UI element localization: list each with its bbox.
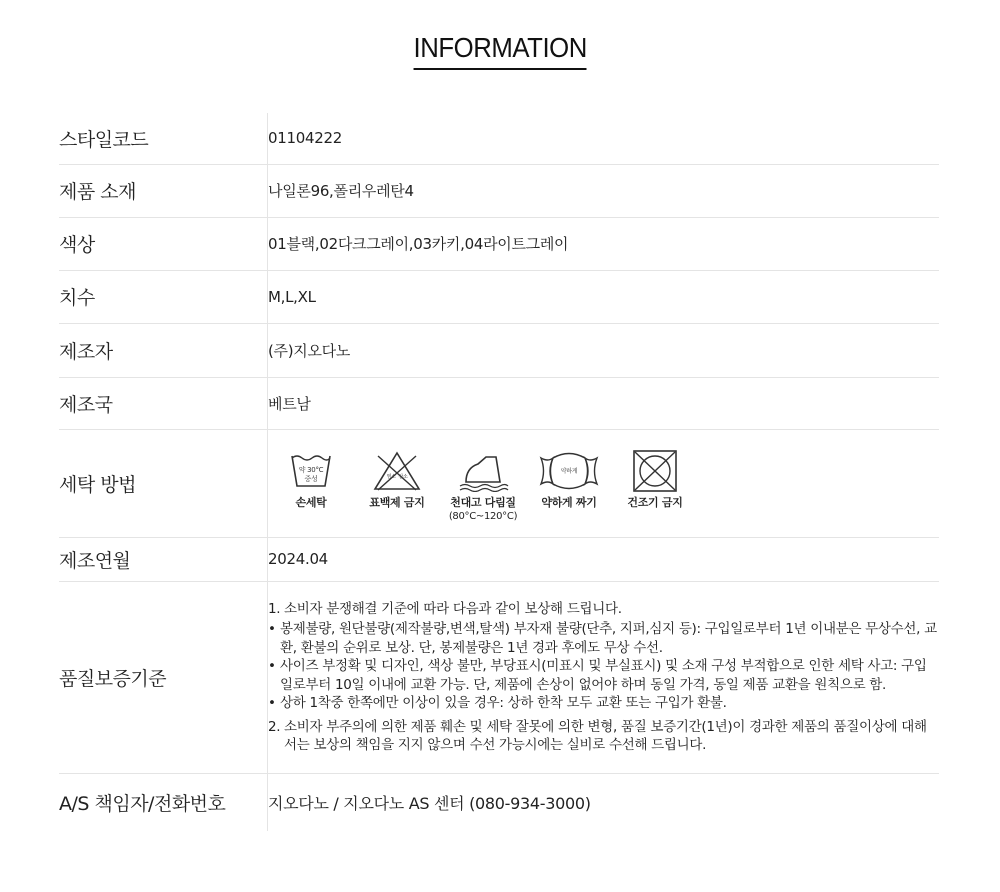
no-tumble-dry-label: 건조기 금지	[627, 495, 683, 509]
gentle-wring-label: 약하게 짜기	[541, 495, 597, 509]
row-maker	[59, 323, 939, 377]
bullet-mark: •	[268, 621, 276, 637]
as-label: A/S 책임자/전화번호	[59, 773, 268, 831]
quality-label: 품질보증기준	[59, 581, 268, 773]
as-value: 지오다노 / 지오다노 AS 센터 (080-934-3000)	[268, 793, 591, 813]
iron-label: 천대고 다림질	[450, 495, 516, 509]
quality-bullet-3-text: 상하 1착중 한쪽에만 이상이 있을 경우: 상하 한착 모두 교환 또는 구입가 환불.	[280, 695, 727, 711]
date-value: 2024.04	[268, 537, 940, 581]
quality-item-1	[268, 600, 939, 619]
row-date	[59, 537, 939, 581]
maker-value: (주)지오다노	[268, 323, 940, 377]
hand-wash-text-2: 중성	[304, 474, 318, 483]
quality-bullet-2-text: 사이즈 부정확 및 디자인, 색상 불만, 부당표시(미표시 및 부실표시) 및 소재 구성 부적합으로 인한 세탁 사고: 구입일로부터 10일 이내에 교환 가능. 단, 제품에 손상이 없어야 하며 동일 가격, 동일 제품 교환을 원칙으로 함.	[280, 658, 927, 693]
country-label: 제조국	[59, 377, 268, 429]
quality-bullet-1-text: 봉제불량, 원단불량(제작불량,변색,탈색) 부자재 불량(단추, 지퍼,심지 등): 구입일로부터 1년 이내분은 무상수선, 교환, 환불의 순위로 보상. 단, 봉제불량은 1년 경과 후에도 무상 수선.	[280, 621, 937, 656]
no-bleach-label: 표백제 금지	[369, 495, 425, 509]
care-no-bleach	[354, 450, 440, 510]
care-iron	[440, 450, 526, 523]
country-value: 베트남	[268, 377, 940, 429]
bullet-mark: •	[268, 695, 276, 711]
gentle-wring-text: 약하게	[560, 467, 578, 475]
hand-wash-text-1: 약 30°C	[298, 465, 324, 474]
gentle-wring-icon	[539, 450, 599, 492]
style-code-label: 스타일코드	[59, 113, 268, 164]
info-table	[59, 113, 939, 831]
quality-item-2-text: 소비자 부주의에 의한 제품 훼손 및 세탁 잘못에 의한 변형, 품질 보증기간(1년)이 경과한 제품의 품질이상에 대해서는 보상의 책임을 지지 않으며 수선 가능시에는 실비로 수선해 드립니다.	[284, 718, 927, 753]
quality-bullet-1	[268, 620, 939, 657]
title-wrap	[0, 30, 1000, 70]
care-no-tumble-dry	[612, 450, 698, 510]
style-code-value: 01104222	[268, 113, 940, 164]
page-title: INFORMATION	[413, 30, 586, 70]
material-value: 나일론96,폴리우레탄4	[268, 164, 940, 217]
maker-label: 제조자	[59, 323, 268, 377]
row-wash	[59, 429, 939, 537]
hand-wash-icon	[289, 450, 333, 492]
color-value: 01블랙,02다크그레이,03카키,04라이트그레이	[268, 217, 940, 270]
size-label: 치수	[59, 270, 268, 323]
color-label: 색상	[59, 217, 268, 270]
no-tumble-dry-icon	[632, 450, 678, 492]
material-label: 제품 소재	[59, 164, 268, 217]
row-quality	[59, 581, 939, 773]
quality-text	[268, 600, 939, 755]
care-icons	[268, 444, 939, 523]
care-gentle-wring	[526, 450, 612, 510]
wash-value	[268, 429, 940, 537]
no-bleach-text-2: 산소	[398, 473, 408, 480]
no-bleach-icon	[372, 450, 422, 492]
row-country	[59, 377, 939, 429]
iron-temp: (80°C~120°C)	[448, 510, 518, 522]
no-bleach-text-1: 염소	[386, 473, 396, 480]
quality-bullet-2	[268, 657, 939, 694]
bullet-mark: •	[268, 658, 276, 674]
quality-item-1-text: 소비자 분쟁해결 기준에 따라 다음과 같이 보상해 드립니다.	[284, 600, 622, 617]
row-as	[59, 773, 939, 831]
care-hand-wash	[268, 450, 354, 510]
hand-wash-label: 손세탁	[295, 495, 327, 509]
row-material	[59, 164, 939, 217]
row-size	[59, 270, 939, 323]
row-color	[59, 217, 939, 270]
quality-item-2	[268, 718, 939, 755]
quality-value	[268, 581, 940, 773]
quality-bullet-3	[268, 694, 939, 713]
row-style-code	[59, 113, 939, 164]
wash-label: 세탁 방법	[59, 429, 268, 537]
quality-item-1-num: 1.	[268, 600, 281, 617]
date-label: 제조연월	[59, 537, 268, 581]
quality-item-2-num: 2.	[268, 718, 281, 735]
iron-icon	[456, 450, 510, 492]
size-value: M,L,XL	[268, 270, 940, 323]
